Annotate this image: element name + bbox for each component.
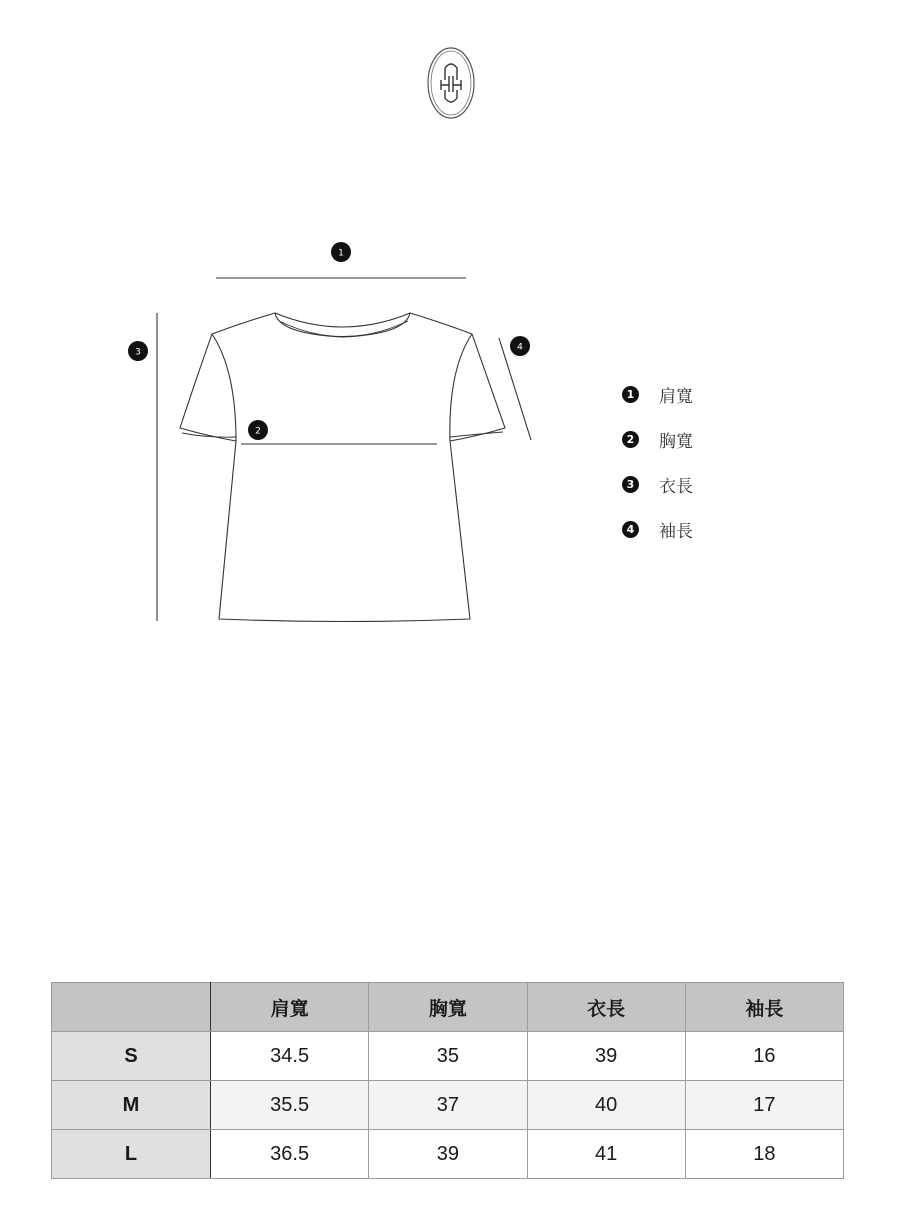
size-label: S <box>52 1032 211 1081</box>
legend-item <box>620 507 693 552</box>
legend-label: 袖長 <box>659 522 693 542</box>
legend-item <box>620 372 693 417</box>
legend-label: 胸寬 <box>659 432 693 452</box>
table-cell: 39 <box>369 1130 527 1179</box>
table-cell: 41 <box>527 1130 685 1179</box>
table-cell: 18 <box>685 1130 843 1179</box>
table-cell: 34.5 <box>211 1032 369 1081</box>
tshirt-outline <box>180 313 505 622</box>
legend-item <box>620 462 693 507</box>
legend-number: 1 <box>622 386 639 403</box>
marker-4 <box>510 336 530 356</box>
marker-3 <box>128 341 148 361</box>
svg-text:2: 2 <box>255 426 261 437</box>
table-row <box>52 1032 844 1081</box>
table-cell: 36.5 <box>211 1130 369 1179</box>
table-cell: 40 <box>527 1081 685 1130</box>
marker-1 <box>331 242 351 262</box>
legend-number: 2 <box>622 431 639 448</box>
column-header-length: 衣長 <box>527 983 685 1032</box>
table-cell: 17 <box>685 1081 843 1130</box>
table-cell: 37 <box>369 1081 527 1130</box>
column-header-chest: 胸寬 <box>369 983 527 1032</box>
table-cell: 39 <box>527 1032 685 1081</box>
legend-label: 衣長 <box>659 477 693 497</box>
table-cell: 35 <box>369 1032 527 1081</box>
marker-2 <box>248 420 268 440</box>
size-chart-table <box>51 982 844 1179</box>
table-cell: 35.5 <box>211 1081 369 1130</box>
size-label: L <box>52 1130 211 1179</box>
table-cell: 16 <box>685 1032 843 1081</box>
column-header-shoulder: 肩寬 <box>211 983 369 1032</box>
legend-item <box>620 417 693 462</box>
legend-number: 4 <box>622 521 639 538</box>
measurement-legend <box>620 372 693 552</box>
legend-label: 肩寬 <box>659 387 693 407</box>
legend-number: 3 <box>622 476 639 493</box>
table-header-row <box>52 983 844 1032</box>
column-header-sleeve: 袖長 <box>685 983 843 1032</box>
svg-text:1: 1 <box>338 248 344 259</box>
table-row <box>52 1081 844 1130</box>
table-row <box>52 1130 844 1179</box>
svg-text:4: 4 <box>517 342 523 353</box>
size-label: M <box>52 1081 211 1130</box>
svg-text:3: 3 <box>135 347 141 358</box>
table-corner-cell <box>52 983 211 1032</box>
